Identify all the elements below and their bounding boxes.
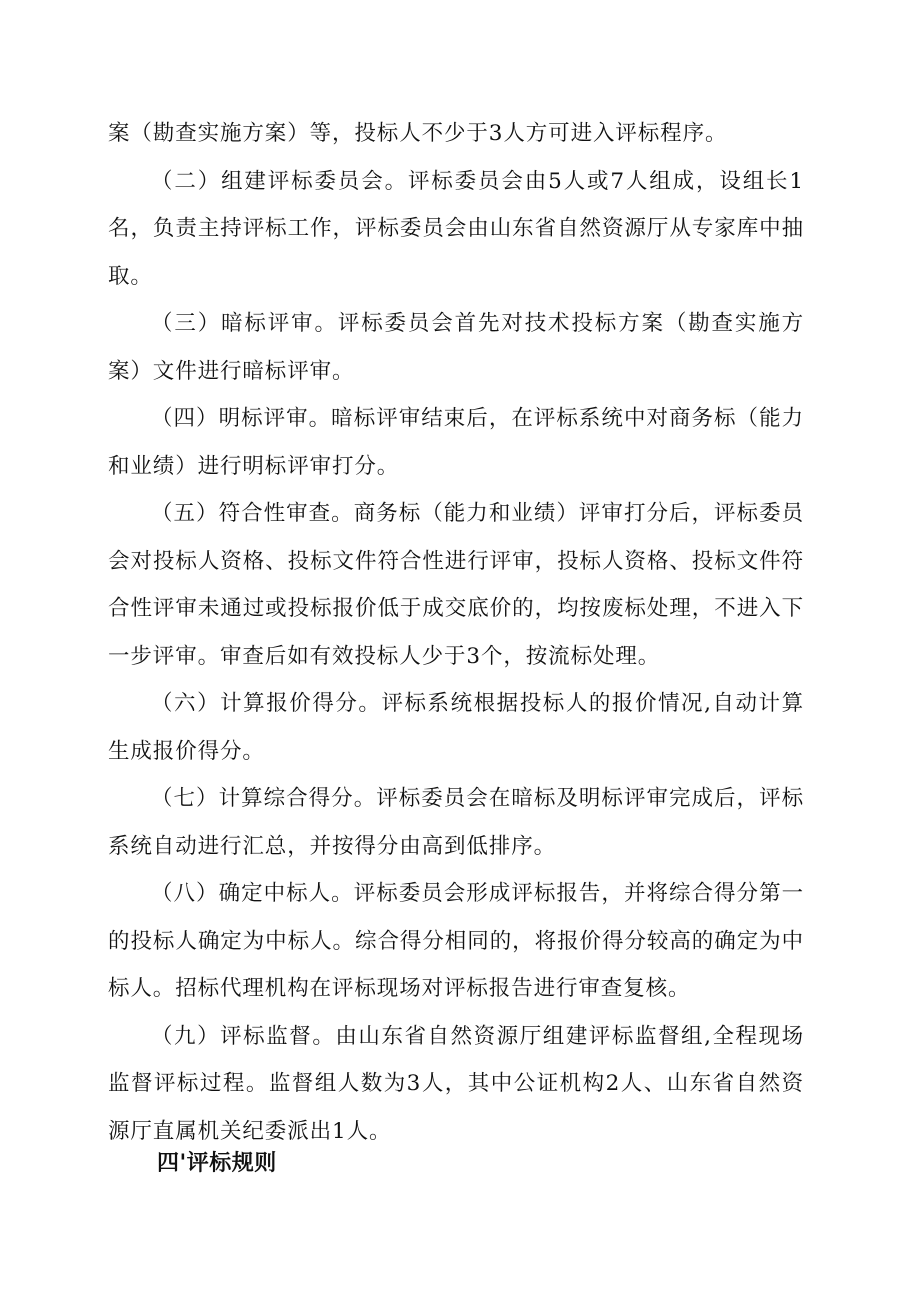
document-body (108, 110, 804, 1155)
paragraph-6-price-score: （六）计算报价得分。评标系统根据投标人的报价情况,自动计算生成报价得分。 (108, 691, 804, 764)
paragraph-5-compliance: （五）符合性审查。商务标（能力和业绩）评审打分后，评标委员会对投标人资格、投标文件符合性进行评审，投标人资格、投标文件符合性评审未通过或投标报价低于成交底价的，均按废标处理，不进入下一步评审。审查后如有效投标人少于3个，按流标处理。 (108, 501, 804, 669)
paragraph-9-supervision: （九）评标监督。由山东省自然资源厅组建评标监督组,全程现场监督评标过程。监督组人数为3人，其中公证机构2人、山东省自然资源厅直属机关纪委派出1人。 (108, 1023, 804, 1144)
paragraph-7-total-score: （七）计算综合得分。评标委员会在暗标及明标评审完成后，评标系统自动进行汇总，并按得分由高到低排序。 (108, 786, 804, 859)
paragraph-continuation: 案（勘查实施方案）等，投标人不少于3人方可进入评标程序。 (108, 121, 728, 146)
paragraph-4-open-review: （四）明标评审。暗标评审结束后，在评标系统中对商务标（能力和业绩）进行明标评审打分。 (108, 406, 804, 479)
section-heading: 四'评标规则 (157, 1151, 277, 1176)
paragraph-2-committee: （二）组建评标委员会。评标委员会由5人或7人组成，设组长1名，负责主持评标工作，评标委员会由山东省自然资源厅从专家库中抽取。 (108, 168, 804, 289)
paragraph-8-winner: （八）确定中标人。评标委员会形成评标报告，并将综合得分第一的投标人确定为中标人。综合得分相同的，将报价得分较高的确定为中标人。招标代理机构在评标现场对评标报告进行审查复核。 (108, 881, 804, 1001)
paragraph-3-blind-review: （三）暗标评审。评标委员会首先对技术投标方案（勘查实施方案）文件进行暗标评审。 (108, 311, 804, 384)
